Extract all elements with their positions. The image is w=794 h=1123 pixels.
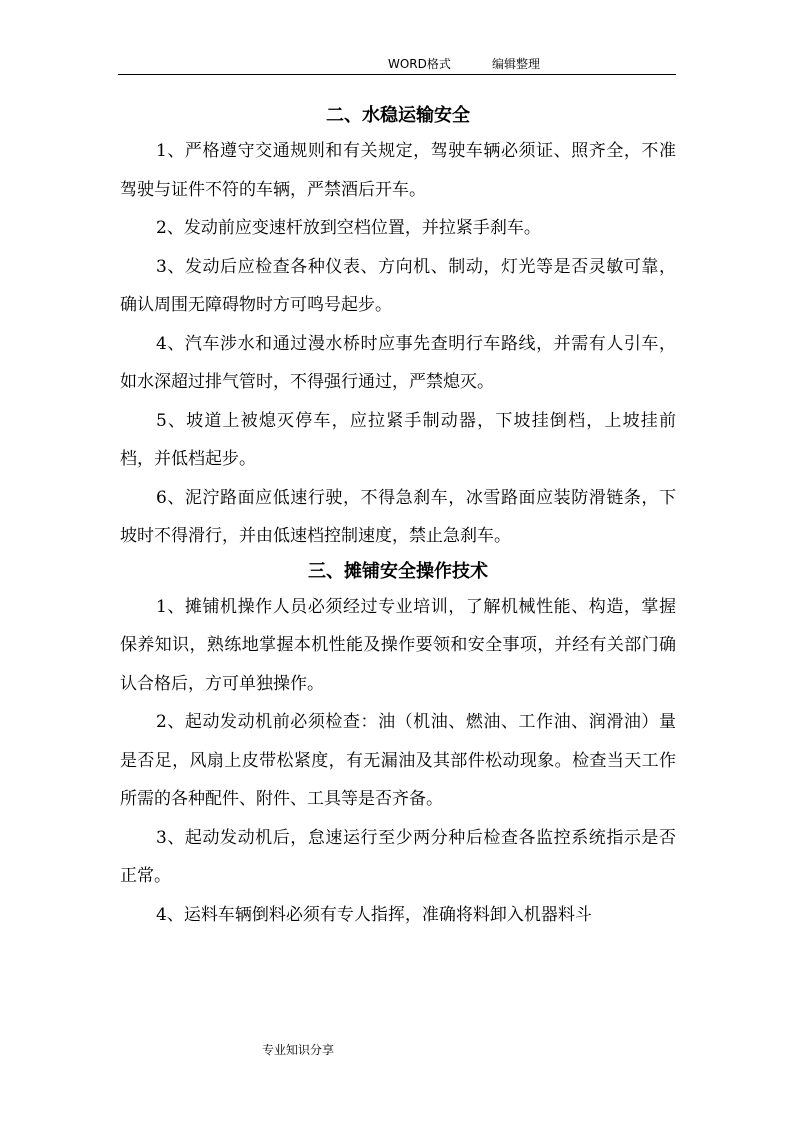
paragraph: 1、严格遵守交通规则和有关规定，驾驶车辆必须证、照齐全，不准驾驶与证件不符的车辆，严禁酒后开车。 bbox=[120, 141, 676, 200]
paragraph: 2、起动发动机前必须检查：油（机油、燃油、工作油、润滑油）量是否足，风扇上皮带松紧度，有无漏油及其部件松动现象。检查当天工作所需的各种配件、附件、工具等是否齐备。 bbox=[120, 712, 676, 809]
paragraph: 2、发动前应变速杆放到空档位置，并拉紧手刹车。 bbox=[156, 218, 541, 238]
paragraph: 4、运料车辆倒料必须有专人指挥，准确将料卸入机器料斗 bbox=[156, 904, 592, 925]
paragraph: 4、汽车涉水和通过漫水桥时应事先查明行车路线，并需有人引车，如水深超过排气管时，不得强行通过，严禁熄灭。 bbox=[120, 333, 676, 392]
header-edit-label: 编辑整理 bbox=[492, 57, 541, 71]
paragraph: 6、泥泞路面应低速行驶，不得急刹车，冰雪路面应装防滑链条，下坡时不得滑行，并由低速档控制速度，禁止急刹车。 bbox=[120, 487, 676, 546]
header-format-label: WORD格式 bbox=[388, 57, 451, 71]
page-header bbox=[118, 56, 676, 75]
paragraph: 1、摊铺机操作人员必须经过专业培训，了解机械性能、构造，掌握保养知识，熟练地掌握本机性能及操作要领和安全事项，并经有关部门确认合格后，方可单独操作。 bbox=[120, 596, 676, 694]
section-heading: 二、水稳运输安全 bbox=[326, 105, 470, 126]
paragraph: 3、起动发动机后，怠速运行至少两分种后检查各监控系统指示是否正常。 bbox=[120, 827, 676, 886]
paragraph: 5、坡道上被熄灭停车，应拉紧手制动器，下坡挂倒档，上坡挂前档，并低档起步。 bbox=[120, 410, 676, 469]
page-footer: 专业知识分享 bbox=[262, 1043, 335, 1057]
paragraph: 3、发动后应检查各种仪表、方向机、制动，灯光等是否灵敏可靠，确认周围无障碍物时方可鸣号起步。 bbox=[120, 256, 676, 315]
document-body bbox=[120, 100, 676, 934]
section-heading: 三、摊铺安全操作技术 bbox=[308, 560, 488, 582]
